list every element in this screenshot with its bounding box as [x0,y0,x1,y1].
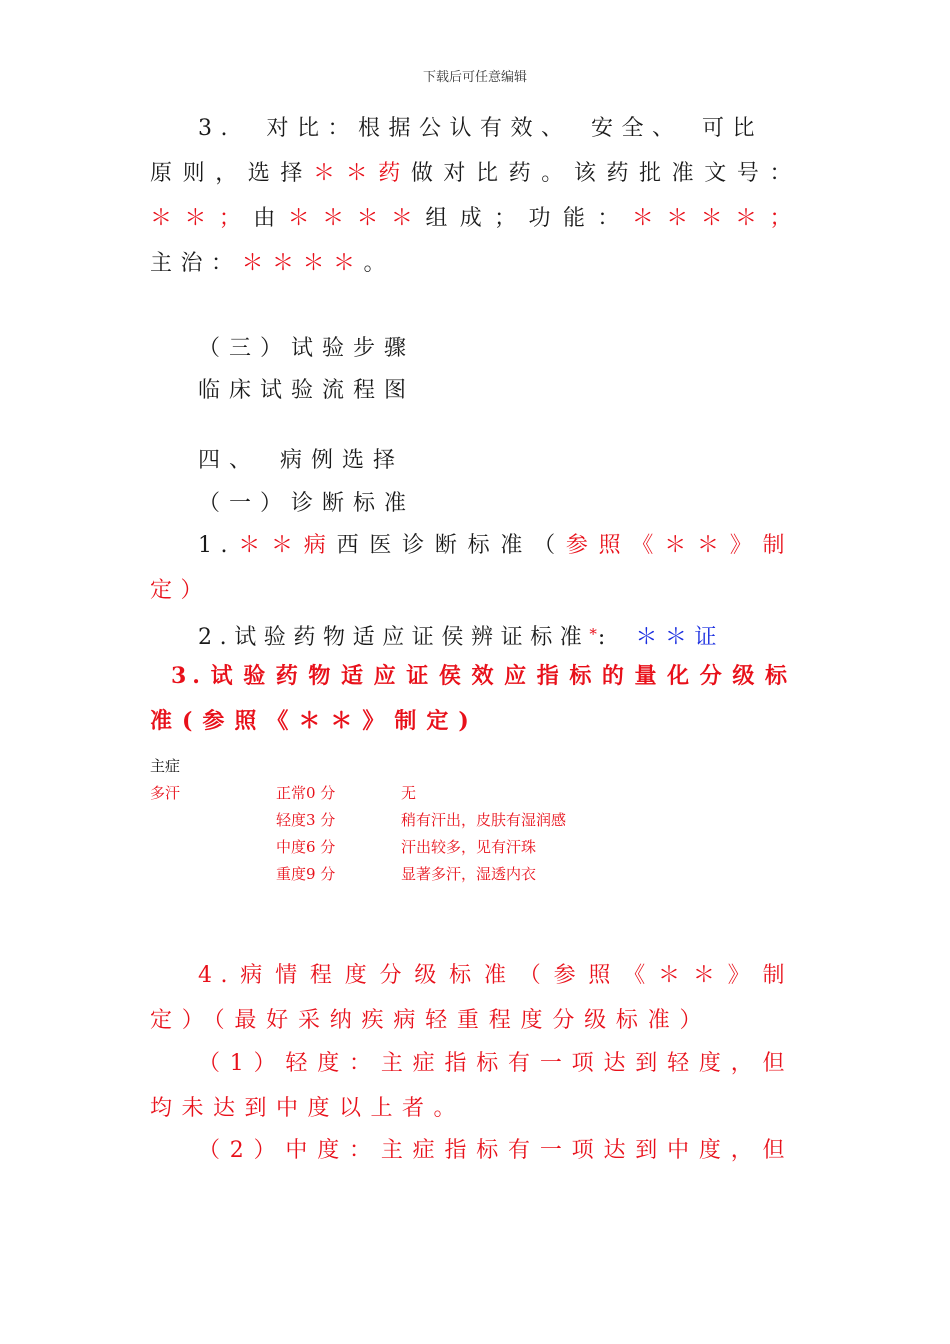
indication-placeholder: ＊＊＊＊ [241,251,364,276]
criteria-2-colon: : [597,625,636,650]
table-desc: 无 [401,784,417,802]
comparison-line-3 [150,204,800,234]
comparison-text-3d: 组成；功能： [425,206,632,231]
comparison-line-1 [198,114,793,144]
table-desc: 稍有汗出，皮肤有湿润感 [401,811,567,829]
criteria-1-line-1 [198,531,793,561]
syndrome-placeholder: ＊＊证 [635,625,725,650]
criteria-1-number: 1. [198,533,236,558]
severity-mild-line-2: 均未达到中度以上者。 [150,1096,466,1121]
criteria-1-line-2: 定） [150,578,212,603]
table-desc: 汗出较多，见有汗珠 [401,838,537,856]
table-symptom-sweating: 多汗 [150,784,181,802]
criteria-2-asterisk: * [589,625,598,643]
indication-end: 。 [363,251,395,276]
comparison-text-2a: 原则，选择 [150,161,314,186]
criteria-2-line [198,619,798,653]
table-grade: 中度6 分 [276,838,336,856]
comparison-line-4 [150,249,800,279]
severity-mild-line-1: （1）轻度：主症指标有一项达到轻度，但 [198,1051,793,1076]
table-heading-main-symptom: 主症 [150,757,181,775]
comparison-text-3b: 由 [249,206,288,231]
criteria-1-reference: 参照《＊＊》制 [565,533,793,558]
comparison-line-2 [150,159,800,189]
table-grade: 轻度3 分 [276,811,336,829]
comparison-text-2c: 做对比药。该药批准文号： [410,161,800,186]
approval-number-placeholder: ＊＊； [150,206,250,231]
comparison-text-1: 3. 对比：根据公认有效、 安全、 可比 [198,116,763,141]
criteria-4-line-2: 定）（最好采纳疾病轻重程度分级标准） [150,1008,710,1033]
criteria-4-line-1: 4.病情程度分级标准（参照《＊＊》制 [198,963,793,988]
table-grade: 正常0 分 [276,784,336,802]
trial-flowchart-title: 临床试验流程图 [198,378,416,403]
function-placeholder: ＊＊＊＊； [631,206,800,231]
section-case-selection: 四、 病例选择 [198,448,405,473]
criteria-1-text: 西医诊断标准（ [336,533,566,558]
criteria-3-line-2: 准(参照《＊＊》制定) [150,708,479,734]
table-desc: 显著多汗，湿透内衣 [401,865,537,883]
criteria-2-text: 2.试验药物适应证侯辨证标准 [198,625,590,650]
composition-placeholder: ＊＊＊＊ [287,206,426,231]
criteria-3-line-1: 3.试验药物适应证侯效应指标的量化分级标 [171,663,793,689]
section-diagnostic-criteria: （一）诊断标准 [198,491,416,516]
page-header: 下载后可任意编辑 [422,70,527,85]
comparison-drug-placeholder: ＊＊药 [313,161,411,186]
table-grade: 重度9 分 [276,865,336,883]
section-trial-steps: （三）试验步骤 [198,336,416,361]
severity-moderate-line-1: （2）中度：主症指标有一项达到中度，但 [198,1138,793,1163]
indication-label: 主治： [150,251,242,276]
disease-placeholder: ＊＊病 [236,533,337,558]
